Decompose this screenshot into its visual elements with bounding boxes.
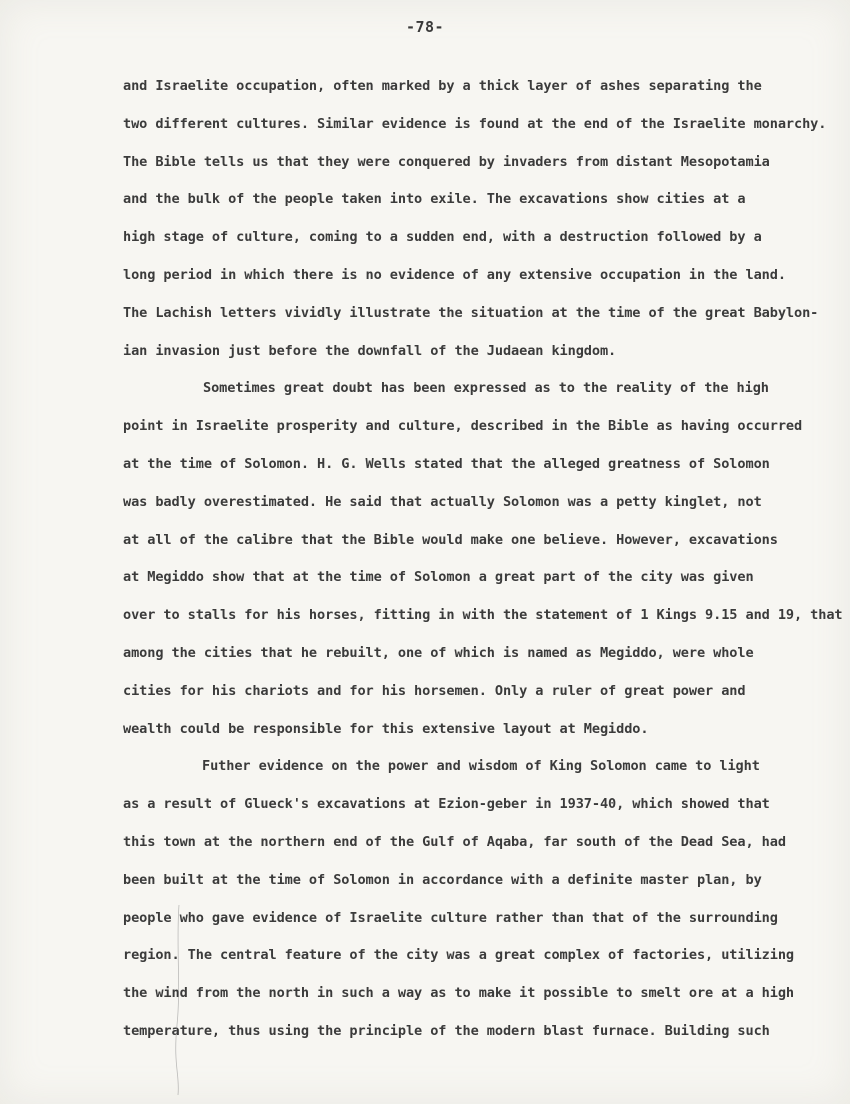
text-line: region. The central feature of the city was a great complex of factories, utilizing	[123, 947, 794, 964]
text-line: among the cities that he rebuilt, one of which is named as Megiddo, were whole	[123, 644, 754, 661]
text-line: at Megiddo show that at the time of Solomon a great part of the city was given	[123, 569, 754, 586]
text-line: high stage of culture, coming to a sudden end, with a destruction followed by a	[123, 229, 762, 246]
text-line: Sometimes great doubt has been expressed as to the reality of the high	[203, 380, 769, 397]
text-line: at all of the calibre that the Bible would make one believe. However, excavations	[123, 531, 778, 548]
text-line: was badly overestimated. He said that actually Solomon was a petty kinglet, not	[123, 493, 762, 510]
paragraph-2	[123, 376, 843, 754]
text-line: cities for his chariots and for his horsemen. Only a ruler of great power and	[123, 682, 746, 699]
text-line: at the time of Solomon. H. G. Wells stated that the alleged greatness of Solomon	[123, 455, 770, 472]
text-line: two different cultures. Similar evidence is found at the end of the Israelite monarchy.	[123, 115, 827, 132]
page-number: -78-	[405, 18, 445, 36]
text-line: ian invasion just before the downfall of the Judaean kingdom.	[123, 342, 617, 359]
text-line: and Israelite occupation, often marked by a thick layer of ashes separating the	[123, 78, 762, 94]
text-line: wealth could be responsible for this extensive layout at Megiddo.	[123, 720, 649, 737]
text-line: been built at the time of Solomon in accordance with a definite master plan, by	[123, 871, 762, 888]
text-line: Futher evidence on the power and wisdom of King Solomon came to light	[202, 758, 760, 775]
text-line: and the bulk of the people taken into exile. The excavations show cities at a	[123, 191, 746, 208]
text-line: as a result of Glueck's excavations at Ezion-geber in 1937-40, which showed that	[123, 796, 770, 813]
paper-crease	[172, 905, 186, 1095]
paragraph-1	[123, 74, 833, 376]
text-line: over to stalls for his horses, fitting in with the statement of 1 Kings 9.15 and 19, that	[123, 607, 843, 624]
text-line: The Bible tells us that they were conquered by invaders from distant Mesopotamia	[123, 153, 770, 170]
text-line: The Lachish letters vividly illustrate the situation at the time of the great Babylon-	[123, 304, 819, 321]
text-line: temperature, thus using the principle of the modern blast furnace. Building such	[123, 1022, 770, 1039]
paragraph-3	[123, 754, 833, 1056]
text-line: long period in which there is no evidence of any extensive occupation in the land.	[123, 266, 786, 283]
text-line: people who gave evidence of Israelite culture rather than that of the surrounding	[123, 909, 778, 926]
text-line: this town at the northern end of the Gulf of Aqaba, far south of the Dead Sea, had	[123, 833, 786, 850]
text-line: the wind from the north in such a way as to make it possible to smelt ore at a high	[123, 985, 794, 1002]
body-text	[123, 74, 843, 1057]
text-line: point in Israelite prosperity and culture, described in the Bible as having occurred	[123, 418, 803, 435]
